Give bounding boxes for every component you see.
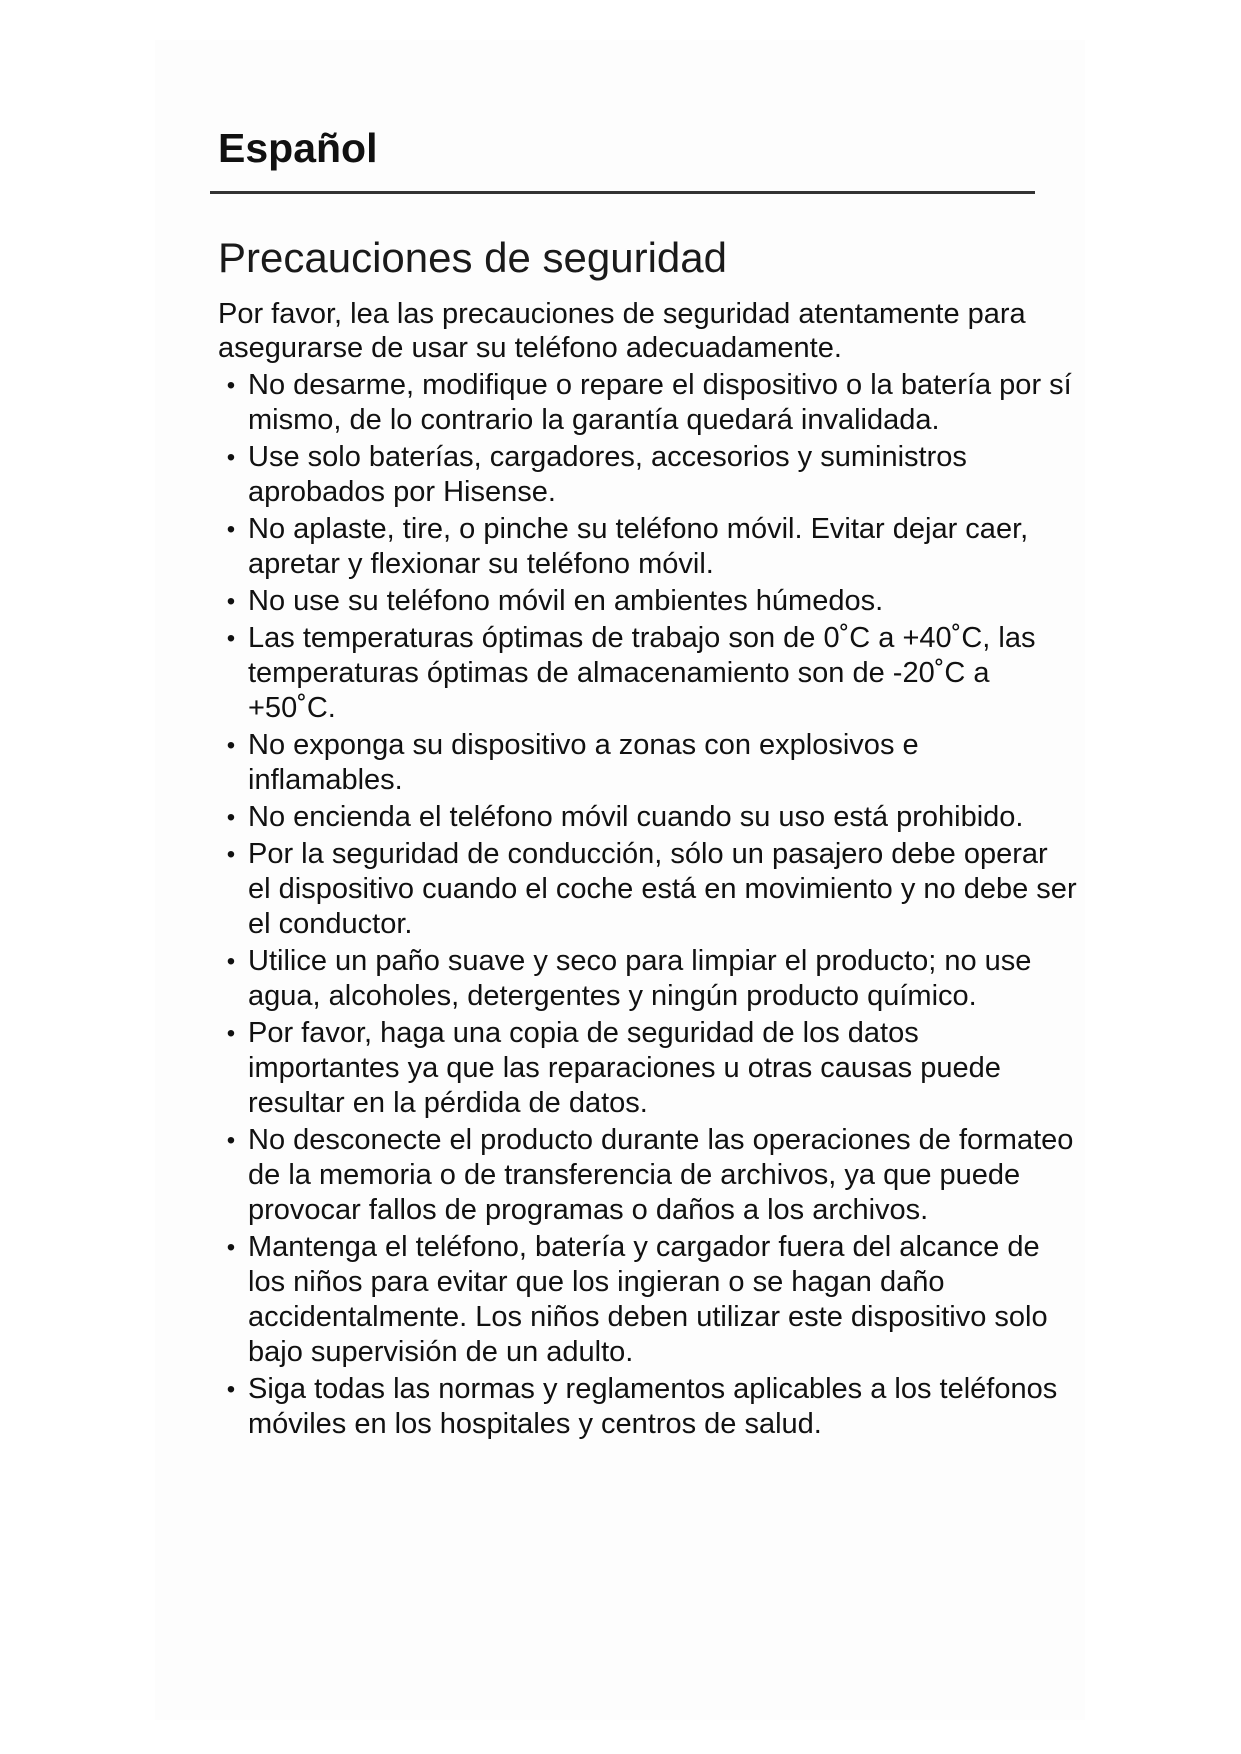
list-item-text: Mantenga el teléfono, batería y cargador fuera del alcance de los niños para evitar que los ingieran o se hagan daño accidentalmente. Los niños deben utilizar este dispositivo solo bajo supervisión de un adulto. (248, 1231, 1048, 1368)
list-item-text: No use su teléfono móvil en ambientes húmedos. (248, 585, 884, 617)
list-item-text: Por la seguridad de conducción, sólo un pasajero debe operar el dispositivo cuando el coche está en movimiento y no debe ser el conductor. (248, 838, 1077, 940)
bullet-icon: • (226, 1127, 236, 1154)
intro-paragraph: Por favor, lea las precauciones de seguridad atentamente para asegurarse de usar su teléfono adecuadamente. (218, 298, 1026, 364)
list-item (218, 728, 1078, 798)
list-item-text: Siga todas las normas y reglamentos aplicables a los teléfonos móviles en los hospitales y centros de salud. (248, 1373, 1058, 1440)
bullet-icon: • (226, 804, 236, 831)
bullet-icon: • (226, 372, 236, 399)
list-item (218, 837, 1078, 942)
bullet-icon: • (226, 841, 236, 868)
list-item (218, 512, 1078, 582)
bullet-icon: • (226, 948, 236, 975)
list-item-text: No encienda el teléfono móvil cuando su uso está prohibido. (248, 801, 1024, 833)
bullet-icon: • (226, 444, 236, 471)
list-item-text: Utilice un paño suave y seco para limpiar el producto; no use agua, alcoholes, detergentes y ningún producto químico. (248, 945, 1032, 1012)
title-divider (210, 191, 1035, 194)
bullet-icon: • (226, 1020, 236, 1047)
list-item-text: No aplaste, tire, o pinche su teléfono móvil. Evitar dejar caer, apretar y flexionar su teléfono móvil. (248, 513, 1029, 580)
list-item (218, 584, 1078, 619)
safety-list (218, 368, 1078, 1444)
list-item-text: No desarme, modifique o repare el dispositivo o la batería por sí mismo, de lo contrario la garantía quedará invalidada. (248, 369, 1072, 436)
list-item (218, 440, 1078, 510)
list-item (218, 368, 1078, 438)
bullet-icon: • (226, 732, 236, 759)
section-title: Precauciones de seguridad (218, 234, 728, 281)
list-item-text: Por favor, haga una copia de seguridad de los datos importantes ya que las reparaciones u otras causas puede resultar en la pérdida de datos. (248, 1017, 1001, 1119)
bullet-icon: • (226, 1234, 236, 1261)
list-item-text: No exponga su dispositivo a zonas con explosivos e inflamables. (248, 729, 919, 796)
list-item (218, 1372, 1078, 1442)
list-item (218, 1123, 1078, 1228)
list-item (218, 944, 1078, 1014)
list-item (218, 621, 1078, 726)
bullet-icon: • (226, 1376, 236, 1403)
list-item (218, 800, 1078, 835)
list-item-text: Use solo baterías, cargadores, accesorios y suministros aprobados por Hisense. (248, 441, 967, 508)
language-title: Español (218, 125, 378, 171)
list-item-text: No desconecte el producto durante las operaciones de formateo de la memoria o de transferencia de archivos, ya que puede provocar fallos de programas o daños a los archivos. (248, 1124, 1074, 1226)
list-item (218, 1016, 1078, 1121)
bullet-icon: • (226, 625, 236, 652)
list-item (218, 1230, 1078, 1370)
list-item-text: Las temperaturas óptimas de trabajo son de 0˚C a +40˚C, las temperaturas óptimas de almacenamiento son de -20˚C a +50˚C. (248, 622, 1036, 724)
bullet-icon: • (226, 516, 236, 543)
bullet-icon: • (226, 588, 236, 615)
